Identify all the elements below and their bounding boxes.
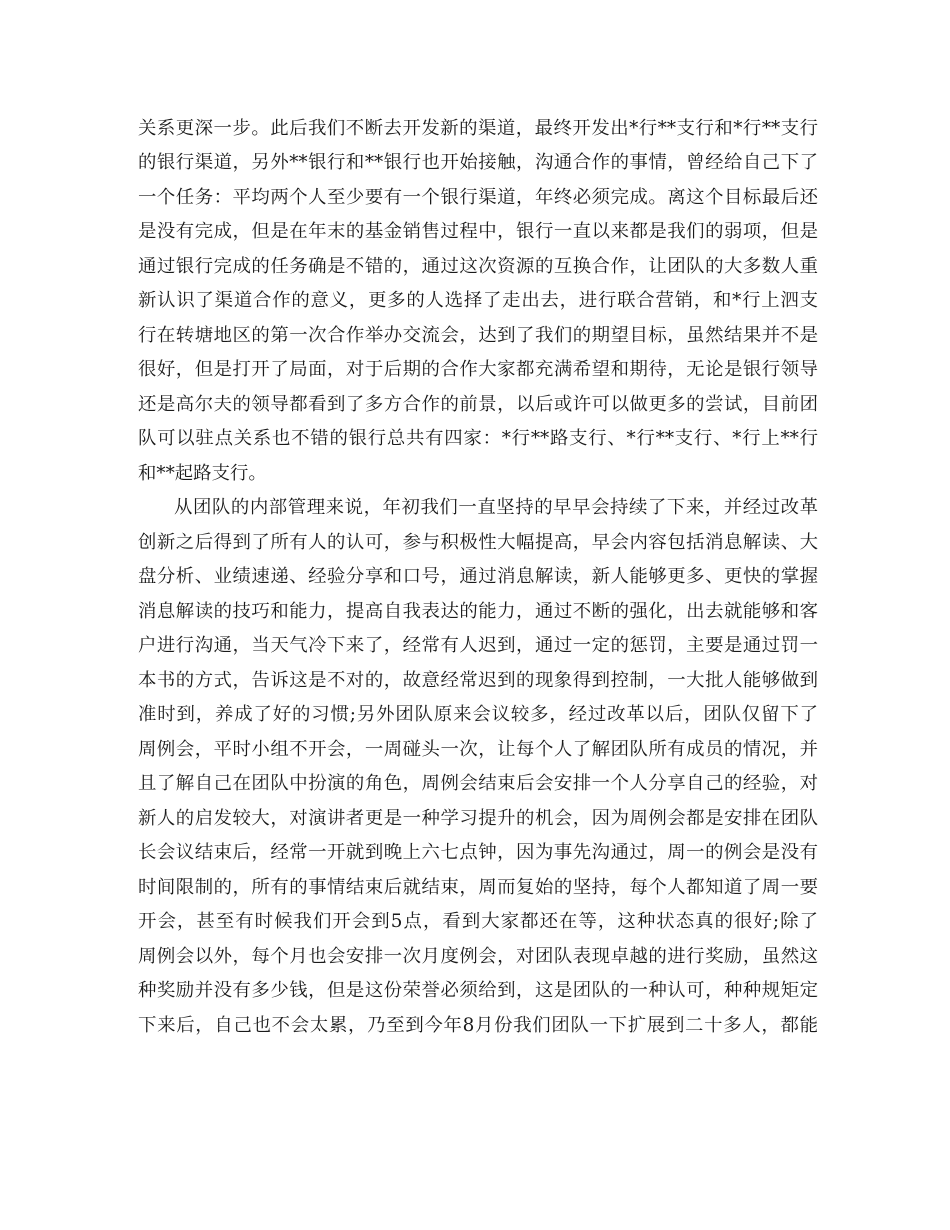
paragraph-start-line: 从团队的内部管理来说，年初我们一直坚持的早早会持续了下来，并经过改革: [174, 497, 818, 518]
text-line: 周例会以外，每个月也会安排一次月度例会，对团队表现卓越的进行奖励，虽然这: [138, 946, 818, 967]
text-line: 户进行沟通，当天气冷下来了，经常有人迟到，通过一定的惩罚，主要是通过罚一: [138, 635, 818, 656]
text-line: 消息解读的技巧和能力，提高自我表达的能力，通过不断的强化，出去就能够和客: [138, 601, 818, 622]
text-line: 行在转塘地区的第一次合作举办交流会，达到了我们的期望目标，虽然结果并不是: [138, 325, 818, 346]
text-line: 的银行渠道，另外**银行和**银行也开始接触，沟通合作的事情，曾经给自己下了: [138, 152, 818, 173]
text-line: 一个任务：平均两个人至少要有一个银行渠道，年终必须完成。离这个目标最后还: [138, 187, 818, 208]
text-line: 本书的方式，告诉这是不对的，故意经常迟到的现象得到控制，一大批人能够做到: [138, 670, 818, 691]
text-line: 通过银行完成的任务确是不错的，通过这次资源的互换合作，让团队的大多数人重: [138, 256, 818, 277]
text-line: 还是高尔夫的领导都看到了多方合作的前景，以后或许可以做更多的尝试，目前团: [138, 394, 818, 415]
text-line: 种奖励并没有多少钱，但是这份荣誉必须给到，这是团队的一种认可，种种规矩定: [138, 980, 818, 1001]
text-line: 长会议结束后，经常一开就到晚上六七点钟，因为事先沟通过，周一的例会是没有: [138, 842, 818, 863]
text-line: 开会，甚至有时候我们开会到5点，看到大家都还在等，这种状态真的很好;除了: [138, 911, 818, 932]
text-line: 盘分析、业绩速递、经验分享和口号，通过消息解读，新人能够更多、更快的掌握: [138, 566, 818, 587]
text-line: 且了解自己在团队中扮演的角色，周例会结束后会安排一个人分享自己的经验，对: [138, 773, 818, 794]
text-line: 很好，但是打开了局面，对于后期的合作大家都充满希望和期待，无论是银行领导: [138, 359, 818, 380]
text-line: 关系更深一步。此后我们不断去开发新的渠道，最终开发出*行**支行和*行**支行: [138, 118, 818, 139]
text-line: 新人的启发较大，对演讲者更是一种学习提升的机会，因为周例会都是安排在团队: [138, 808, 818, 829]
text-line: 下来后，自己也不会太累，乃至到今年8月份我们团队一下扩展到二十多人，都能: [138, 1015, 818, 1036]
text-line: 队可以驻点关系也不错的银行总共有四家：*行**路支行、*行**支行、*行上**行: [138, 428, 818, 449]
text-line: 周例会，平时小组不开会，一周碰头一次，让每个人了解团队所有成员的情况，并: [138, 739, 818, 760]
text-line: 准时到，养成了好的习惯;另外团队原来会议较多，经过改革以后，团队仅留下了: [138, 704, 818, 725]
text-line: 新认识了渠道合作的意义，更多的人选择了走出去，进行联合营销，和*行上泗支: [138, 290, 818, 311]
text-line: 是没有完成，但是在年末的基金销售过程中，银行一直以来都是我们的弱项，但是: [138, 221, 818, 242]
text-line: 创新之后得到了所有人的认可，参与积极性大幅提高，早会内容包括消息解读、大: [138, 532, 818, 553]
paragraph-end-line: 和**起路支行。: [138, 463, 267, 484]
text-line: 时间限制的，所有的事情结束后就结束，周而复始的坚持，每个人都知道了周一要: [138, 877, 818, 898]
